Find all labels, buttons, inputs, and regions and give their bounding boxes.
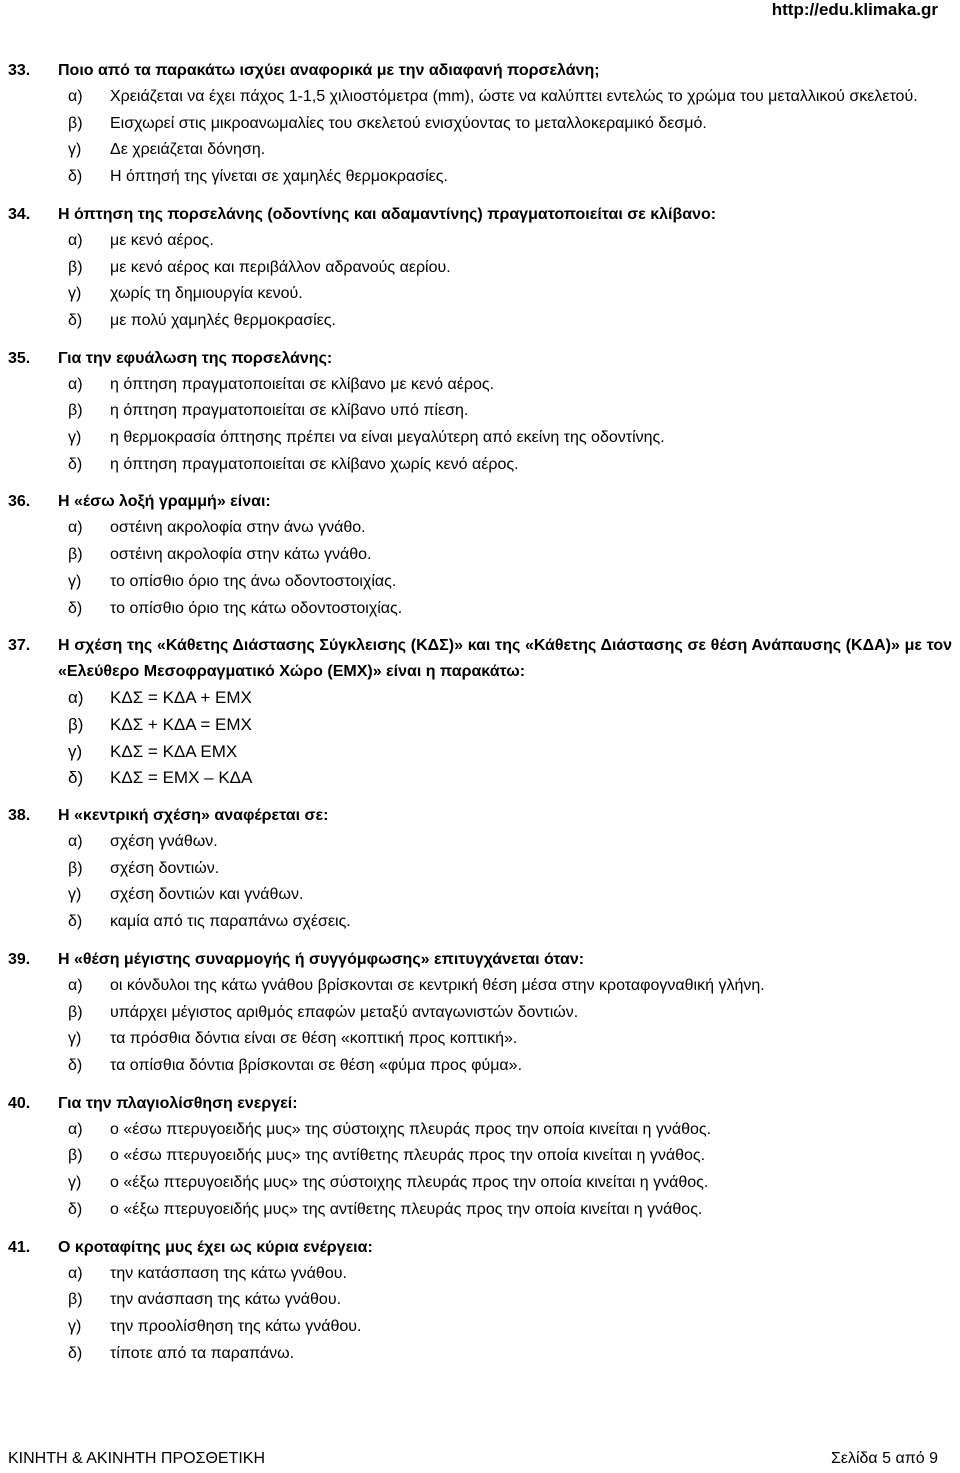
question-number: 34.: [8, 205, 31, 223]
option-a: [68, 829, 952, 856]
footer-course-title: ΚΙΝΗΤΗ & ΑΚΙΝΗΤΗ ΠΡΟΣΘΕΤΙΚΗ: [8, 1450, 266, 1467]
question-text: Η «έσω λοξή γραμμή» είναι:: [58, 493, 271, 511]
question-38: [0, 803, 960, 936]
questions-list: [0, 58, 960, 1378]
option-d: [68, 1197, 952, 1224]
option-text: υπάρχει μέγιστος αριθμός επαφών μεταξύ ανταγωνιστών δοντιών.: [110, 1003, 579, 1021]
option-letter: β): [68, 258, 83, 276]
option-letter: α): [68, 231, 83, 249]
option-letter: δ): [68, 455, 83, 473]
option-text: Δε χρειάζεται δόνηση.: [110, 141, 266, 159]
option-letter: β): [68, 1147, 83, 1165]
option-a: [68, 973, 952, 1000]
option-text: σχέση γνάθων.: [110, 833, 218, 851]
option-a: [68, 372, 952, 399]
option-a: [68, 1261, 952, 1288]
option-text: χωρίς τη δημιουργία κενού.: [110, 285, 303, 303]
option-letter: γ): [68, 285, 82, 303]
option-letter: α): [68, 519, 83, 537]
option-c: [68, 739, 952, 766]
option-letter: α): [68, 88, 83, 105]
option-letter: δ): [68, 168, 83, 186]
option-letter: α): [68, 375, 83, 393]
question-40: [0, 1091, 960, 1224]
question-36: [0, 489, 960, 622]
question-number: 39.: [8, 950, 31, 968]
option-a: [68, 228, 952, 255]
option-letter: δ): [68, 311, 83, 329]
option-text: Η όπτησή της γίνεται σε χαμηλές θερμοκρασίες.: [110, 168, 448, 186]
option-text: το οπίσθιο όριο της άνω οδοντοστοιχίας.: [110, 572, 397, 590]
option-text: τα πρόσθια δόντια είναι σε θέση «κοπτική προς κοπτική».: [110, 1030, 518, 1048]
option-text: τα οπίσθια δόντια βρίσκονται σε θέση «φύμα προς φύμα».: [110, 1056, 523, 1074]
question-text: Ο κροταφίτης μυς έχει ως κύρια ενέργεια:: [58, 1238, 373, 1256]
question-number: 37.: [8, 637, 31, 655]
option-letter: δ): [68, 1344, 83, 1362]
option-letter: α): [68, 688, 84, 708]
question-37: [0, 633, 960, 792]
option-text: ΚΔΣ = ΚΔΑ ΕΜΧ: [110, 741, 238, 761]
option-letter: δ): [68, 913, 83, 931]
option-text: Χρειάζεται να έχει πάχος 1-1,5 χιλιοστόμετρα (mm), ώστε να καλύπτει εντελώς το χρώμα του μεταλλικού σκελετού.: [110, 88, 918, 105]
option-letter: γ): [68, 1174, 82, 1192]
option-d: [68, 1053, 952, 1080]
option-letter: δ): [68, 1200, 83, 1218]
option-a: [68, 1117, 952, 1144]
option-text: οι κόνδυλοι της κάτω γνάθου βρίσκονται σε κεντρική θέση μέσα στην κροταφογναθική γλήνη.: [110, 976, 765, 994]
option-c: [68, 1026, 952, 1053]
option-letter: β): [68, 402, 83, 420]
option-text: ο «έσω πτερυγοειδής μυς» της σύστοιχης πλευράς προς την οποία κινείται η γνάθος.: [110, 1120, 712, 1138]
option-text: ο «έξω πτερυγοειδής μυς» της αντίθετης πλευράς προς την οποία κινείται η γνάθος.: [110, 1200, 703, 1218]
option-text: ΚΔΣ + ΚΔΑ = ΕΜΧ: [110, 714, 252, 734]
option-c: [68, 281, 952, 308]
option-c: [68, 569, 952, 596]
option-d: [68, 765, 952, 792]
option-letter: δ): [68, 768, 84, 788]
option-text: οστέινη ακρολοφία στην άνω γνάθο.: [110, 519, 366, 537]
option-a: [68, 685, 952, 712]
option-text: με πολύ χαμηλές θερμοκρασίες.: [110, 311, 336, 329]
question-number: 40.: [8, 1094, 31, 1112]
option-text: Εισχωρεί στις μικροανωμαλίες του σκελετού ενισχύοντας το μεταλλοκεραμικό δεσμό.: [110, 114, 707, 132]
option-letter: δ): [68, 1056, 83, 1074]
option-c: [68, 1314, 952, 1341]
option-d: [68, 452, 952, 479]
option-text: το οπίσθιο όριο της κάτω οδοντοστοιχίας.: [110, 599, 403, 617]
option-text: την προολίσθηση της κάτω γνάθου.: [110, 1317, 362, 1335]
question-text: Για την πλαγιολίσθηση ενεργεί:: [58, 1094, 298, 1112]
option-b: [68, 856, 952, 883]
question-number: 41.: [8, 1238, 31, 1256]
question-number: 38.: [8, 807, 31, 825]
question-34: [0, 202, 960, 335]
option-b: [68, 712, 952, 739]
question-text: Ποιο από τα παρακάτω ισχύει αναφορικά με την αδιαφανή πορσελάνη;: [58, 62, 600, 79]
option-a: [68, 515, 952, 542]
option-text: ο «έξω πτερυγοειδής μυς» της σύστοιχης πλευράς προς την οποία κινείται η γνάθος.: [110, 1174, 709, 1192]
header-url-link[interactable]: http://edu.klimaka.gr: [771, 0, 938, 19]
question-33: [0, 58, 960, 191]
option-c: [68, 137, 952, 164]
option-letter: γ): [68, 886, 82, 904]
option-text: οστέινη ακρολοφία στην κάτω γνάθο.: [110, 546, 372, 564]
option-letter: α): [68, 1120, 83, 1138]
option-d: [68, 596, 952, 623]
question-text: Η σχέση της «Κάθετης Διάστασης Σύγκλεισης (ΚΔΣ)» και της «Κάθετης Διάστασης σε θέση Ανάπαυσης (ΚΔΑ)» με τον «Ελεύθερο Μεσοφραγματικό Χώρο (ΕΜΧ)» είναι η παρακάτω:: [58, 637, 952, 681]
option-text: η όπτηση πραγματοποιείται σε κλίβανο χωρίς κενό αέρος.: [110, 455, 519, 473]
option-letter: γ): [68, 572, 82, 590]
option-b: [68, 542, 952, 569]
option-text: τίποτε από τα παραπάνω.: [110, 1344, 295, 1362]
option-c: [68, 882, 952, 909]
option-text: σχέση δοντιών.: [110, 859, 220, 877]
question-text: Για την εφυάλωση της πορσελάνης:: [58, 349, 333, 367]
option-text: η όπτηση πραγματοποιείται σε κλίβανο με κενό αέρος.: [110, 375, 495, 393]
option-letter: δ): [68, 599, 83, 617]
option-d: [68, 308, 952, 335]
option-text: ΚΔΣ = ΕΜΧ – ΚΔΑ: [110, 768, 253, 788]
footer-page-number: Σελίδα 5 από 9: [830, 1450, 938, 1467]
option-b: [68, 111, 952, 138]
option-letter: γ): [68, 1030, 82, 1048]
option-letter: γ): [68, 141, 82, 159]
option-d: [68, 909, 952, 936]
option-b: [68, 255, 952, 282]
option-letter: β): [68, 1003, 83, 1021]
option-text: καμία από τις παραπάνω σχέσεις.: [110, 913, 351, 931]
option-text: την κατάσπαση της κάτω γνάθου.: [110, 1264, 347, 1282]
option-text: η όπτηση πραγματοποιείται σε κλίβανο υπό πίεση.: [110, 402, 469, 420]
option-letter: α): [68, 976, 83, 994]
question-text: Η όπτηση της πορσελάνης (οδοντίνης και αδαμαντίνης) πραγματοποιείται σε κλίβανο:: [58, 205, 717, 223]
option-letter: γ): [68, 429, 82, 447]
option-text: ΚΔΣ = ΚΔΑ + ΕΜΧ: [110, 688, 252, 708]
option-d: [68, 164, 952, 191]
question-35: [0, 346, 960, 479]
question-text: Η «κεντρική σχέση» αναφέρεται σε:: [58, 807, 329, 825]
option-b: [68, 398, 952, 425]
option-text: η θερμοκρασία όπτησης πρέπει να είναι μεγαλύτερη από εκείνη της οδοντίνης.: [110, 429, 665, 447]
option-text: με κενό αέρος.: [110, 231, 214, 249]
option-c: [68, 1170, 952, 1197]
question-number: 33.: [8, 62, 31, 79]
question-text: Η «θέση μέγιστης συναρμογής ή συγγόμφωσης» επιτυγχάνεται όταν:: [58, 950, 585, 968]
option-b: [68, 1287, 952, 1314]
option-c: [68, 425, 952, 452]
option-text: σχέση δοντιών και γνάθων.: [110, 886, 304, 904]
option-d: [68, 1341, 952, 1368]
option-a: [68, 84, 952, 111]
option-b: [68, 1143, 952, 1170]
question-number: 36.: [8, 493, 31, 511]
option-letter: β): [68, 714, 84, 734]
option-text: ο «έσω πτερυγοειδής μυς» της αντίθετης πλευράς προς την οποία κινείται η γνάθος.: [110, 1147, 706, 1165]
option-letter: α): [68, 1264, 83, 1282]
question-number: 35.: [8, 349, 31, 367]
option-letter: β): [68, 546, 83, 564]
option-letter: β): [68, 1291, 83, 1309]
option-b: [68, 1000, 952, 1027]
option-text: με κενό αέρος και περιβάλλον αδρανούς αερίου.: [110, 258, 451, 276]
question-41: [0, 1235, 960, 1368]
option-letter: β): [68, 859, 83, 877]
option-letter: γ): [68, 741, 83, 761]
question-39: [0, 947, 960, 1080]
option-letter: α): [68, 833, 83, 851]
option-text: την ανάσπαση της κάτω γνάθου.: [110, 1291, 342, 1309]
option-letter: β): [68, 114, 83, 132]
option-letter: γ): [68, 1317, 82, 1335]
